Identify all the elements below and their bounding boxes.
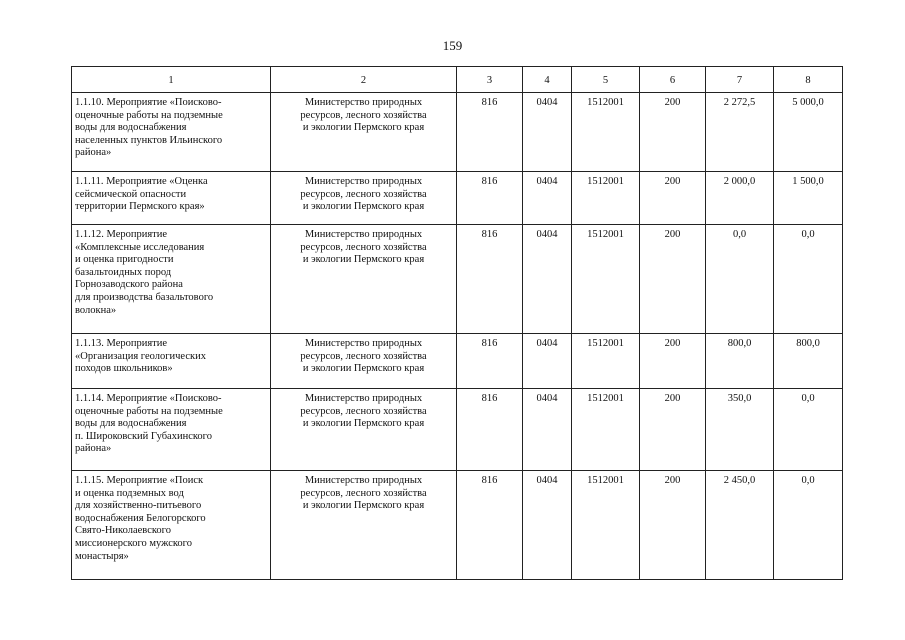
cell-col4: 0404	[523, 334, 572, 389]
ministry-cell	[271, 334, 457, 389]
measure-name-line: для хозяйственно-питьевого	[75, 500, 202, 512]
cell-col7: 2 272,5	[706, 93, 774, 172]
table-row	[72, 172, 843, 225]
table-row	[72, 225, 843, 334]
measure-name-line: походов школьников»	[75, 363, 173, 375]
measure-name-line: территории Пермского края»	[75, 201, 205, 213]
ministry-line: Министерство природных	[304, 338, 423, 349]
column-header-2: 2	[271, 67, 457, 93]
measure-name-line: и оценка пригодности	[75, 254, 174, 266]
measure-name-line: 1.1.13. Мероприятие	[75, 338, 168, 349]
ministry-cell	[271, 225, 457, 334]
cell-col8: 5 000,0	[774, 93, 843, 172]
cell-col3: 816	[457, 93, 523, 172]
measure-name-cell	[72, 471, 271, 580]
cell-col3: 816	[457, 172, 523, 225]
column-header-7: 7	[706, 67, 774, 93]
measure-name-cell	[72, 93, 271, 172]
column-header-5: 5	[572, 67, 640, 93]
measure-name-line: Горнозаводского района	[75, 279, 183, 291]
cell-col4: 0404	[523, 225, 572, 334]
column-header-3: 3	[457, 67, 523, 93]
cell-col6: 200	[640, 471, 706, 580]
ministry-line: Министерство природных	[304, 229, 423, 240]
cell-col7: 2 450,0	[706, 471, 774, 580]
measure-name-line: базальтоидных пород	[75, 266, 172, 278]
measure-name-line: монастыря»	[75, 550, 129, 562]
measure-name-line: района»	[75, 443, 112, 455]
cell-col5: 1512001	[572, 172, 640, 225]
ministry-line: Министерство природных	[304, 176, 423, 187]
ministry-line: Министерство природных	[304, 97, 423, 108]
cell-col6: 200	[640, 389, 706, 471]
measure-name-line: Свято-Николаевского	[75, 525, 171, 537]
measure-name-cell	[72, 334, 271, 389]
cell-col8: 0,0	[774, 471, 843, 580]
cell-col4: 0404	[523, 93, 572, 172]
page-number: 159	[442, 38, 463, 53]
cell-col6: 200	[640, 172, 706, 225]
ministry-line: ресурсов, лесного хозяйства	[300, 487, 427, 499]
measure-name-line: «Комплексные исследования	[75, 241, 205, 253]
measure-name-line: для производства базальтового	[75, 291, 214, 303]
ministry-line: ресурсов, лесного хозяйства	[300, 350, 427, 362]
measure-name-line: сейсмической опасности	[75, 188, 187, 200]
cell-col5: 1512001	[572, 389, 640, 471]
cell-col5: 1512001	[572, 93, 640, 172]
ministry-line: Министерство природных	[304, 475, 423, 486]
table-row	[72, 334, 843, 389]
cell-col3: 816	[457, 471, 523, 580]
cell-col6: 200	[640, 225, 706, 334]
measure-name-line: миссионерского мужского	[75, 537, 192, 549]
measure-name-line: 1.1.12. Мероприятие	[75, 229, 168, 240]
measure-name-line: оценочные работы на подземные	[75, 405, 223, 417]
measure-name-line: 1.1.11. Мероприятие «Оценка	[75, 176, 208, 187]
cell-col3: 816	[457, 225, 523, 334]
measure-name-line: 1.1.10. Мероприятие «Поисково-	[75, 97, 222, 108]
measure-name-cell	[72, 389, 271, 471]
column-header-4: 4	[523, 67, 572, 93]
ministry-line: ресурсов, лесного хозяйства	[300, 241, 427, 253]
table-row	[72, 471, 843, 580]
measure-name-line: волокна»	[75, 304, 117, 316]
ministry-line: и экологии Пермского края	[302, 201, 425, 213]
cell-col7: 0,0	[706, 225, 774, 334]
cell-col7: 350,0	[706, 389, 774, 471]
measure-name-cell	[72, 225, 271, 334]
column-header-1: 1	[72, 67, 271, 93]
ministry-cell	[271, 172, 457, 225]
measure-name-line: п. Широковский Губахинского	[75, 430, 212, 442]
cell-col8: 800,0	[774, 334, 843, 389]
cell-col8: 1 500,0	[774, 172, 843, 225]
cell-col7: 2 000,0	[706, 172, 774, 225]
measure-name-line: 1.1.14. Мероприятие «Поисково-	[75, 393, 222, 404]
ministry-line: и экологии Пермского края	[302, 418, 425, 430]
cell-col5: 1512001	[572, 334, 640, 389]
cell-col4: 0404	[523, 172, 572, 225]
cell-col8: 0,0	[774, 389, 843, 471]
measure-name-line: района»	[75, 147, 112, 159]
ministry-line: Министерство природных	[304, 393, 423, 404]
measure-name-line: и оценка подземных вод	[75, 487, 184, 499]
ministry-cell	[271, 93, 457, 172]
measure-name-line: 1.1.15. Мероприятие «Поиск	[75, 475, 204, 486]
budget-table	[71, 66, 843, 580]
ministry-cell	[271, 471, 457, 580]
measure-name-line: воды для водоснабжения	[75, 418, 187, 430]
ministry-cell	[271, 389, 457, 471]
cell-col7: 800,0	[706, 334, 774, 389]
cell-col4: 0404	[523, 471, 572, 580]
cell-col8: 0,0	[774, 225, 843, 334]
table-header-row	[72, 67, 843, 93]
column-header-6: 6	[640, 67, 706, 93]
cell-col5: 1512001	[572, 225, 640, 334]
cell-col4: 0404	[523, 389, 572, 471]
measure-name-line: оценочные работы на подземные	[75, 109, 223, 121]
ministry-line: ресурсов, лесного хозяйства	[300, 405, 427, 417]
table-row	[72, 389, 843, 471]
cell-col3: 816	[457, 389, 523, 471]
ministry-line: и экологии Пермского края	[302, 500, 425, 512]
ministry-line: и экологии Пермского края	[302, 122, 425, 134]
ministry-line: и экологии Пермского края	[302, 363, 425, 375]
ministry-line: и экологии Пермского края	[302, 254, 425, 266]
measure-name-cell	[72, 172, 271, 225]
measure-name-line: водоснабжения Белогорского	[75, 512, 206, 524]
measure-name-line: «Организация геологических	[75, 350, 206, 362]
ministry-line: ресурсов, лесного хозяйства	[300, 188, 427, 200]
cell-col5: 1512001	[572, 471, 640, 580]
cell-col6: 200	[640, 334, 706, 389]
ministry-line: ресурсов, лесного хозяйства	[300, 109, 427, 121]
cell-col6: 200	[640, 93, 706, 172]
column-header-8: 8	[774, 67, 843, 93]
cell-col3: 816	[457, 334, 523, 389]
measure-name-line: воды для водоснабжения	[75, 122, 187, 134]
measure-name-line: населенных пунктов Ильинского	[75, 134, 223, 146]
table-row	[72, 93, 843, 172]
